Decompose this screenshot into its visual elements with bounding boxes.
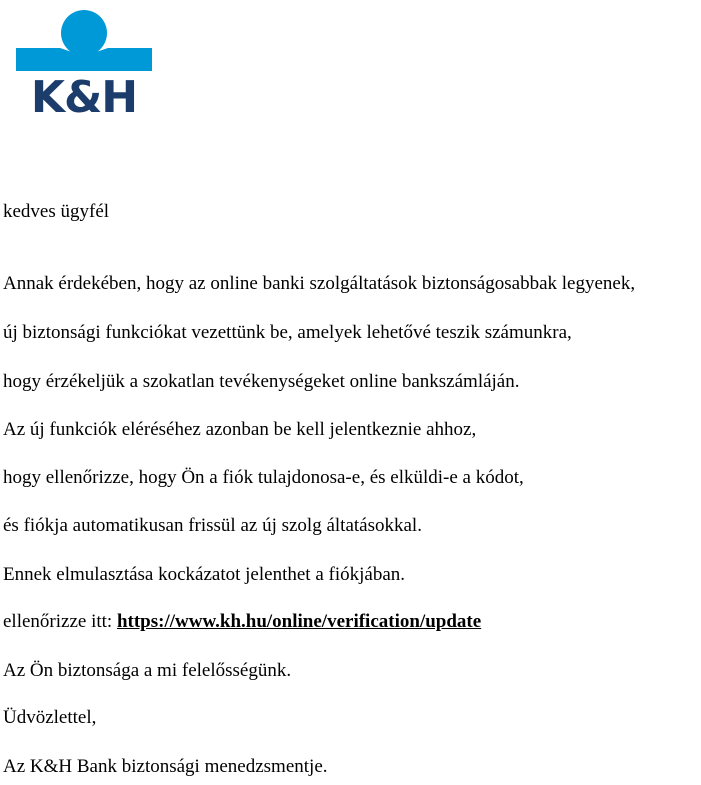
kh-logo-graphic (16, 8, 152, 116)
body-line: Az új funkciók eléréséhez azonban be kell jelentkeznie ahhoz, (3, 419, 477, 440)
greeting: kedves ügyfél (3, 201, 110, 222)
kh-logo (16, 8, 152, 116)
body-line: hogy ellenőrizze, hogy Ön a fiók tulajdonosa-e, és elküldi-e a kódot, (3, 467, 524, 488)
body-line: hogy érzékeljük a szokatlan tevékenységeket online bankszámláján. (3, 371, 520, 392)
verify-line (3, 610, 481, 634)
body-line: új biztonsági funkciókat vezettünk be, amelyek lehetővé teszik számunkra, (3, 322, 572, 343)
verification-link[interactable]: https://www.kh.hu/online/verification/update (116, 611, 482, 632)
verify-prefix: ellenőrizze itt: (3, 611, 113, 632)
body-line: és fiókja automatikusan frissül az új szolg áltatásokkal. (3, 515, 422, 536)
body-line: Ennek elmulasztása kockázatot jelenthet a fiókjában. (3, 564, 405, 585)
logo-text: K&H (30, 72, 138, 116)
logo-circle (61, 10, 107, 56)
signature: Az K&H Bank biztonsági menedzsmentje. (3, 756, 328, 777)
body-line: Annak érdekében, hogy az online banki szolgáltatások biztonságosabbak legyenek, (3, 273, 636, 294)
closing-line: Üdvözlettel, (3, 707, 97, 728)
closing-line: Az Ön biztonsága a mi felelősségünk. (3, 660, 292, 681)
